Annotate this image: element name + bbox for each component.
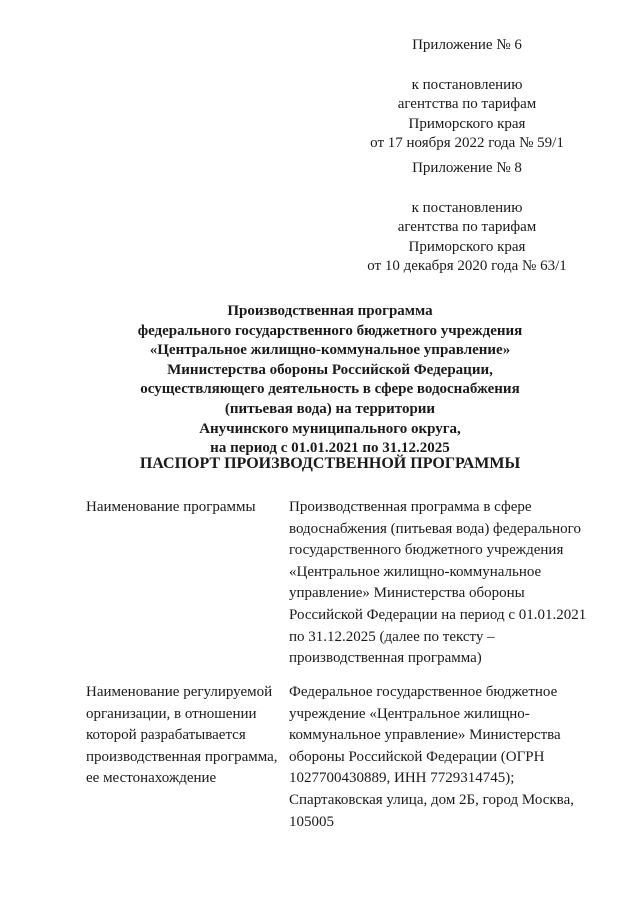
appendix-ref-line: Приморского края bbox=[408, 238, 526, 255]
row-value bbox=[289, 682, 609, 833]
row-value-line: 105005 bbox=[289, 813, 334, 830]
appendix-ref-line: к постановлению bbox=[411, 76, 523, 93]
title-line: Министерства обороны Российской Федерации, bbox=[167, 361, 493, 378]
row-value bbox=[289, 497, 609, 670]
row-value-line: водоснабжения (питьевая вода) федерального bbox=[289, 520, 581, 537]
appendix-ref-line: агентства по тарифам bbox=[397, 96, 537, 112]
row-value-line: коммунальное управление» Министерства bbox=[289, 727, 561, 744]
title-line: «Центральное жилищно-коммунальное управление» bbox=[149, 342, 511, 359]
program-title bbox=[60, 302, 600, 459]
passport-heading: ПАСПОРТ ПРОИЗВОДСТВЕННОЙ ПРОГРАММЫ bbox=[139, 455, 521, 472]
appendix-number: Приложение № 6 bbox=[412, 37, 522, 53]
row-label bbox=[86, 682, 276, 790]
row-value-line: Федеральное государственное бюджетное bbox=[289, 684, 558, 700]
title-line: осуществляющего деятельность в сфере водоснабжения bbox=[140, 381, 520, 398]
appendix-8-block bbox=[352, 159, 582, 277]
row-value-line: обороны Российской Федерации (ОГРН bbox=[289, 748, 545, 765]
appendix-number: Приложение № 8 bbox=[412, 160, 522, 176]
row-value-line: «Центральное жилищно-коммунальное bbox=[289, 563, 542, 580]
row-label bbox=[86, 497, 276, 519]
row-label-line: производственная программа, bbox=[86, 748, 278, 765]
appendix-ref-line: агентства по тарифам bbox=[397, 219, 537, 235]
row-value-line: Спартаковская улица, дом 2Б, город Москва, bbox=[289, 791, 574, 808]
appendix-ref-line: Приморского края bbox=[408, 115, 526, 132]
row-value-line: управление» Министерства обороны bbox=[289, 585, 525, 602]
appendix-date-line: от 10 декабря 2020 года № 63/1 bbox=[367, 258, 567, 274]
row-label-line: Наименование регулируемой bbox=[86, 684, 273, 700]
row-value-line: 1027700430889, ИНН 7729314745); bbox=[289, 770, 515, 787]
appendix-6-block bbox=[352, 36, 582, 154]
row-label-line: ее местонахождение bbox=[86, 770, 217, 787]
row-value-line: по 31.12.2025 (далее по тексту – bbox=[289, 628, 495, 645]
row-value-line: Производственная программа в сфере bbox=[289, 499, 532, 515]
row-value-line: государственного бюджетного учреждения bbox=[289, 542, 564, 559]
row-label-line: которой разрабатывается bbox=[86, 727, 246, 744]
row-value-line: учреждение «Центральное жилищно- bbox=[289, 705, 530, 722]
title-line: (питьевая вода) на территории bbox=[224, 400, 436, 417]
spacer bbox=[352, 56, 582, 76]
title-line: Производственная программа bbox=[227, 303, 433, 319]
appendix-ref-line: к постановлению bbox=[411, 199, 523, 216]
row-value-line: Российской Федерации на период с 01.01.2021 bbox=[289, 606, 587, 623]
spacer bbox=[352, 179, 582, 199]
row-label-line: организации, в отношении bbox=[86, 705, 257, 722]
title-line: на период с 01.01.2021 по 31.12.2025 bbox=[210, 440, 450, 457]
title-line: Анучинского муниципального округа, bbox=[199, 420, 461, 437]
title-line: федерального государственного бюджетного учреждения bbox=[137, 322, 523, 339]
row-value-line: производственная программа) bbox=[289, 650, 482, 667]
row-label-line: Наименование программы bbox=[86, 499, 256, 515]
appendix-date-line: от 17 ноября 2022 года № 59/1 bbox=[370, 135, 564, 151]
